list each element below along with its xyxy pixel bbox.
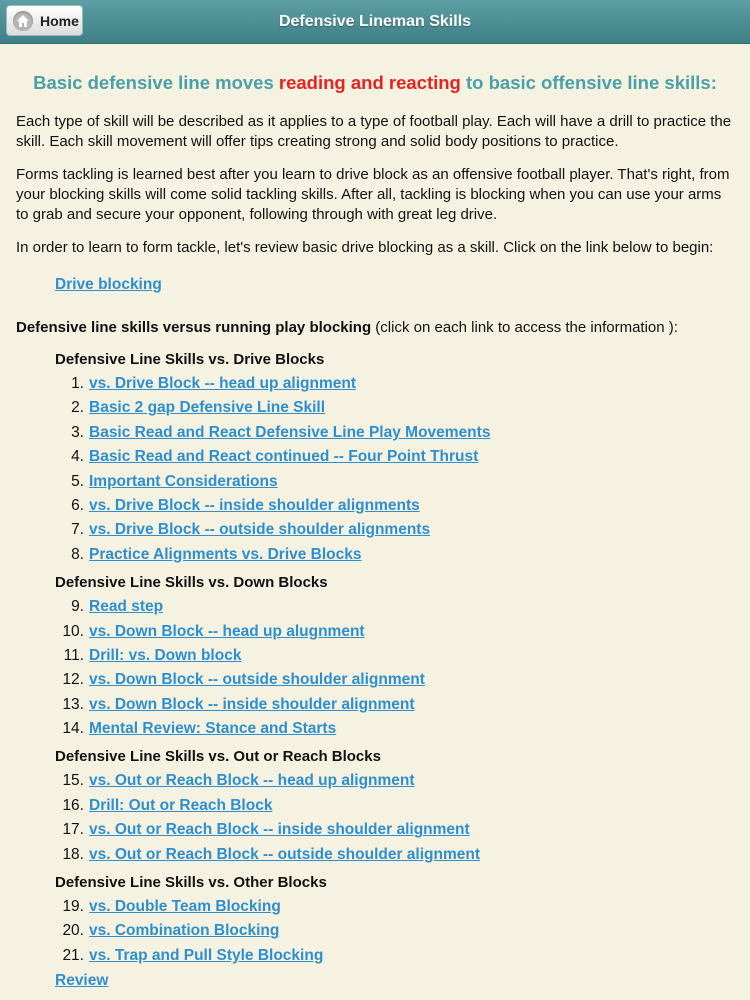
- lesson-link[interactable]: vs. Down Block -- head up alugnment: [89, 622, 365, 640]
- lesson-link[interactable]: Basic Read and React Defensive Line Play Movements: [89, 423, 491, 441]
- list-item: 9. Read step: [55, 595, 734, 619]
- home-button[interactable]: [6, 5, 83, 36]
- group-other-blocks: [55, 871, 734, 968]
- lesson-link[interactable]: vs. Drive Block -- outside shoulder alignments: [89, 521, 431, 539]
- review-link[interactable]: Review: [55, 972, 109, 990]
- list-item: 4. Basic Read and React continued -- Four Point Thrust: [55, 445, 734, 469]
- lesson-link[interactable]: Read step: [89, 598, 164, 616]
- list-item: 21. vs. Trap and Pull Style Blocking: [55, 944, 734, 968]
- list-item: 15. vs. Out or Reach Block -- head up alignment: [55, 769, 734, 793]
- home-button-label: Home: [40, 12, 79, 29]
- intro-paragraph-1: Each type of skill will be described as it applies to a type of football play. Each will have a drill to practice the skill. Each skill movement will offer tips creating strong and solid body positions to practice.: [16, 113, 732, 150]
- list-item: 16. Drill: Out or Reach Block: [55, 794, 734, 818]
- list-item: 20. vs. Combination Blocking: [55, 919, 734, 943]
- lesson-link[interactable]: vs. Drive Block -- inside shoulder alignments: [89, 496, 420, 514]
- page-title: Defensive Lineman Skills: [278, 13, 472, 30]
- group-title: Defensive Line Skills vs. Down Blocks: [55, 574, 328, 592]
- group-title: Defensive Line Skills vs. Other Blocks: [55, 874, 327, 892]
- lesson-link[interactable]: Important Considerations: [89, 472, 278, 490]
- lesson-link[interactable]: Basic Read and React continued -- Four Point Thrust: [89, 448, 479, 466]
- intro-paragraph-3: In order to learn to form tackle, let's review basic drive blocking as a skill. Click on the link below to begin:: [16, 239, 714, 256]
- lesson-link[interactable]: Mental Review: Stance and Starts: [89, 720, 337, 738]
- lesson-link[interactable]: Basic 2 gap Defensive Line Skill: [89, 399, 326, 417]
- lesson-link[interactable]: vs. Out or Reach Block -- inside shoulder alignment: [89, 821, 470, 839]
- lesson-link[interactable]: vs. Double Team Blocking: [89, 898, 281, 916]
- lesson-link[interactable]: vs. Drive Block -- head up alignment: [89, 375, 357, 392]
- list-item: 6. vs. Drive Block -- inside shoulder alignments: [55, 494, 734, 518]
- group-drive-blocks: [55, 348, 734, 567]
- intro-paragraph-2: Forms tackling is learned best after you learn to drive block as an offensive football player. That's right, from your blocking skills will come solid tackling skills. After all, tackling is blocking when you can use your arms to grab and secure your opponent, following through with great leg drive.: [16, 166, 730, 223]
- list-item: 18. vs. Out or Reach Block -- outside shoulder alignment: [55, 843, 734, 867]
- lesson-link[interactable]: Drill: vs. Down block: [89, 646, 242, 664]
- group-down-blocks: [55, 571, 734, 741]
- list-item: 5. Important Considerations: [55, 470, 734, 494]
- list-item: 3. Basic Read and React Defensive Line Play Movements: [55, 421, 734, 445]
- lesson-link[interactable]: vs. Out or Reach Block -- head up alignment: [89, 772, 415, 790]
- list-item: 11. Drill: vs. Down block: [55, 644, 734, 668]
- list-item: 8. Practice Alignments vs. Drive Blocks: [55, 543, 734, 567]
- lesson-link[interactable]: Practice Alignments vs. Drive Blocks: [89, 545, 362, 563]
- heading-highlight: reading and reacting: [278, 72, 461, 93]
- group-out-reach-blocks: [55, 745, 734, 867]
- group-title: Defensive Line Skills vs. Drive Blocks: [55, 351, 325, 368]
- group-title: Defensive Line Skills vs. Out or Reach Blocks: [55, 748, 381, 766]
- list-item: 1. vs. Drive Block -- head up alignment: [55, 372, 734, 396]
- lesson-link[interactable]: vs. Trap and Pull Style Blocking: [89, 946, 324, 964]
- list-item: 7. vs. Drive Block -- outside shoulder alignments: [55, 518, 734, 542]
- lesson-link[interactable]: vs. Down Block -- outside shoulder alignment: [89, 671, 425, 689]
- home-icon: [13, 11, 33, 31]
- section-intro: Defensive line skills versus running play blocking (click on each link to access the information ):: [16, 319, 678, 336]
- drive-blocking-link[interactable]: Drive blocking: [55, 276, 162, 293]
- list-item: 2. Basic 2 gap Defensive Line Skill: [55, 396, 734, 420]
- top-bar: [0, 0, 750, 44]
- list-item: 17. vs. Out or Reach Block -- inside shoulder alignment: [55, 818, 734, 842]
- list-item: 10. vs. Down Block -- head up alugnment: [55, 620, 734, 644]
- main-content: [16, 72, 734, 990]
- list-item: 12. vs. Down Block -- outside shoulder alignment: [55, 668, 734, 692]
- lesson-link[interactable]: vs. Combination Blocking: [89, 922, 280, 940]
- list-item: 13. vs. Down Block -- inside shoulder alignment: [55, 693, 734, 717]
- list-item: 19. vs. Double Team Blocking: [55, 895, 734, 919]
- lesson-link[interactable]: vs. Down Block -- inside shoulder alignment: [89, 695, 415, 713]
- lesson-link[interactable]: Drill: Out or Reach Block: [89, 796, 273, 814]
- intro-heading: Basic defensive line moves reading and reacting to basic offensive line skills:: [33, 72, 717, 93]
- list-item: 14. Mental Review: Stance and Starts: [55, 717, 734, 741]
- lesson-link[interactable]: vs. Out or Reach Block -- outside shoulder alignment: [89, 845, 481, 863]
